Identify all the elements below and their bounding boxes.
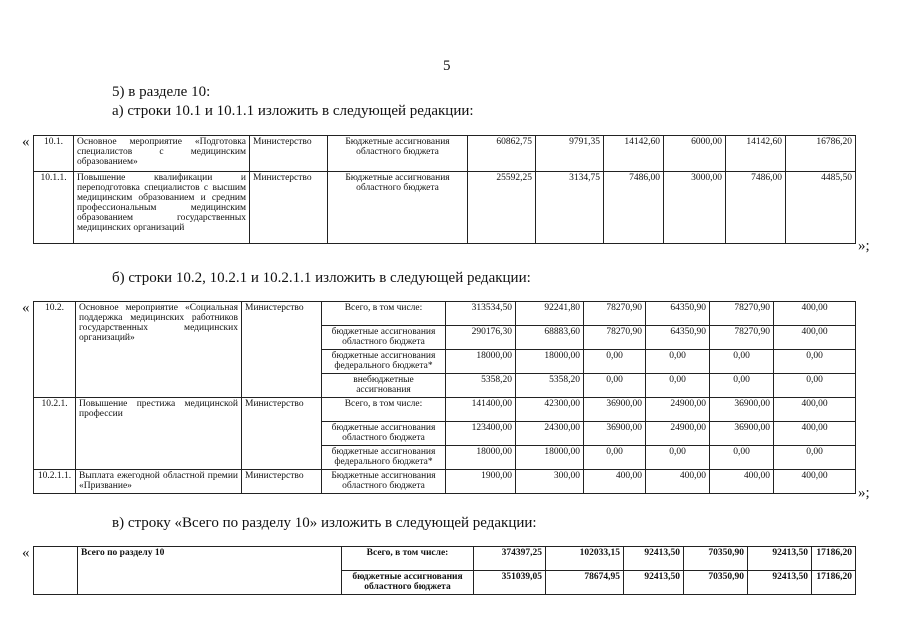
row-value: 0,00: [774, 446, 856, 470]
row-name: Повышение квалификации и переподготовка специалистов с высшим медицинским образованием и средним профессиональным медицинским образованием государственных медицинских организаций: [74, 172, 250, 244]
section-c-open-quote: «: [22, 545, 30, 561]
row-value: 0,00: [710, 350, 774, 374]
row-source: Бюджетные ассигнования областного бюджета: [322, 470, 446, 494]
row-value: 36900,00: [710, 398, 774, 422]
section-b-close-quote: »;: [858, 485, 870, 501]
row-value: 400,00: [774, 422, 856, 446]
row-source: бюджетные ассигнования федерального бюджета*: [322, 350, 446, 374]
row-value: 42300,00: [516, 398, 584, 422]
row-value: 5358,20: [446, 374, 516, 398]
row-value: 70350,90: [684, 571, 748, 595]
row-value: 400,00: [774, 398, 856, 422]
row-value: 24900,00: [646, 422, 710, 446]
section-b-open-quote: «: [22, 300, 30, 316]
section-c-heading: в) строку «Всего по разделу 10» изложить в следующей редакции:: [112, 515, 537, 531]
row-value: 3000,00: [664, 172, 726, 244]
row-executor: Министерство: [242, 398, 322, 470]
row-value: 24900,00: [646, 398, 710, 422]
row-value: 290176,30: [446, 326, 516, 350]
row-value: 351039,05: [474, 571, 546, 595]
row-value: 0,00: [584, 374, 646, 398]
row-value: 78674,95: [546, 571, 624, 595]
section-a-open-quote: «: [22, 134, 30, 150]
table-row: [34, 302, 856, 326]
row-value: 14142,60: [604, 136, 664, 172]
row-value: 92413,50: [748, 571, 812, 595]
section-c-title: Всего по разделу 10: [78, 547, 342, 595]
row-name: Основное мероприятие «Подготовка специалистов с медицинским образованием»: [74, 136, 250, 172]
row-executor: Министерство: [242, 302, 322, 398]
row-source: бюджетные ассигнования областного бюджета: [342, 571, 474, 595]
row-value: 92413,50: [624, 571, 684, 595]
row-source: Всего, в том числе:: [322, 302, 446, 326]
row-value: 6000,00: [664, 136, 726, 172]
row-value: 374397,25: [474, 547, 546, 571]
row-value: 0,00: [710, 446, 774, 470]
row-value: 36900,00: [584, 422, 646, 446]
row-value: 0,00: [584, 446, 646, 470]
row-value: 68883,60: [516, 326, 584, 350]
table-row: [34, 172, 856, 244]
row-value: 64350,90: [646, 302, 710, 326]
row-value: 0,00: [646, 350, 710, 374]
row-value: 0,00: [774, 374, 856, 398]
row-value: 400,00: [710, 470, 774, 494]
row-value: 18000,00: [446, 446, 516, 470]
row-value: 17186,20: [812, 547, 856, 571]
row-code: 10.1.1.: [34, 172, 74, 244]
row-value: 78270,90: [584, 302, 646, 326]
row-value: 92413,50: [748, 547, 812, 571]
row-value: 0,00: [646, 446, 710, 470]
row-value: 25592,25: [468, 172, 536, 244]
row-source: бюджетные ассигнования областного бюджета: [322, 326, 446, 350]
row-value: 1900,00: [446, 470, 516, 494]
row-value: 78270,90: [710, 326, 774, 350]
row-name: Основное мероприятие «Социальная поддержка медицинских работников государственных медицинских организаций»: [76, 302, 242, 398]
row-value: 36900,00: [710, 422, 774, 446]
section-b-table: [33, 301, 856, 494]
row-name: Выплата ежегодной областной премии «Призвание»: [76, 470, 242, 494]
row-value: 102033,15: [546, 547, 624, 571]
row-source: Бюджетные ассигнования областного бюджета: [328, 136, 468, 172]
row-value: 400,00: [774, 326, 856, 350]
section-a-heading: а) строки 10.1 и 10.1.1 изложить в следующей редакции:: [112, 103, 474, 119]
row-value: 92413,50: [624, 547, 684, 571]
row-source: Всего, в том числе:: [322, 398, 446, 422]
row-executor: Министерство: [250, 172, 328, 244]
row-value: 18000,00: [516, 350, 584, 374]
row-value: 0,00: [774, 350, 856, 374]
row-value: 123400,00: [446, 422, 516, 446]
section-a-close-quote: »;: [858, 238, 870, 254]
row-value: 7486,00: [726, 172, 786, 244]
row-value: 0,00: [646, 374, 710, 398]
row-executor: Министерство: [250, 136, 328, 172]
row-source: Всего, в том числе:: [342, 547, 474, 571]
row-value: 3134,75: [536, 172, 604, 244]
row-value: 92241,80: [516, 302, 584, 326]
row-source: бюджетные ассигнования федерального бюджета*: [322, 446, 446, 470]
row-value: 9791,35: [536, 136, 604, 172]
row-value: 300,00: [516, 470, 584, 494]
row-value: 36900,00: [584, 398, 646, 422]
row-source: бюджетные ассигнования областного бюджета: [322, 422, 446, 446]
row-value: 17186,20: [812, 571, 856, 595]
row-value: 4485,50: [786, 172, 856, 244]
row-code: 10.2.1.: [34, 398, 76, 470]
row-value: 400,00: [584, 470, 646, 494]
row-value: 18000,00: [446, 350, 516, 374]
row-value: 18000,00: [516, 446, 584, 470]
row-value: 7486,00: [604, 172, 664, 244]
table-row: [34, 547, 856, 571]
row-value: 60862,75: [468, 136, 536, 172]
row-source: Бюджетные ассигнования областного бюджета: [328, 172, 468, 244]
row-source: внебюджетные ассигнования: [322, 374, 446, 398]
table-row: [34, 398, 856, 422]
page-number: 5: [443, 58, 451, 74]
row-value: 0,00: [584, 350, 646, 374]
row-value: 24300,00: [516, 422, 584, 446]
row-value: 141400,00: [446, 398, 516, 422]
row-name: Повышение престижа медицинской профессии: [76, 398, 242, 470]
row-code: 10.2.1.1.: [34, 470, 76, 494]
row-executor: Министерство: [242, 470, 322, 494]
row-value: 14142,60: [726, 136, 786, 172]
section-c-table: [33, 546, 856, 595]
row-code: 10.2.: [34, 302, 76, 398]
row-value: 70350,90: [684, 547, 748, 571]
row-value: 400,00: [774, 302, 856, 326]
intro-line: 5) в разделе 10:: [112, 84, 211, 100]
row-value: 400,00: [646, 470, 710, 494]
row-value: 78270,90: [710, 302, 774, 326]
row-value: 400,00: [774, 470, 856, 494]
row-value: 313534,50: [446, 302, 516, 326]
row-value: 0,00: [710, 374, 774, 398]
row-value: 5358,20: [516, 374, 584, 398]
row-value: 16786,20: [786, 136, 856, 172]
section-a-table: [33, 135, 856, 244]
section-b-heading: б) строки 10.2, 10.2.1 и 10.2.1.1 изложить в следующей редакции:: [112, 270, 531, 286]
row-code: 10.1.: [34, 136, 74, 172]
row-value: 78270,90: [584, 326, 646, 350]
table-row: [34, 470, 856, 494]
row-value: 64350,90: [646, 326, 710, 350]
table-row: [34, 136, 856, 172]
